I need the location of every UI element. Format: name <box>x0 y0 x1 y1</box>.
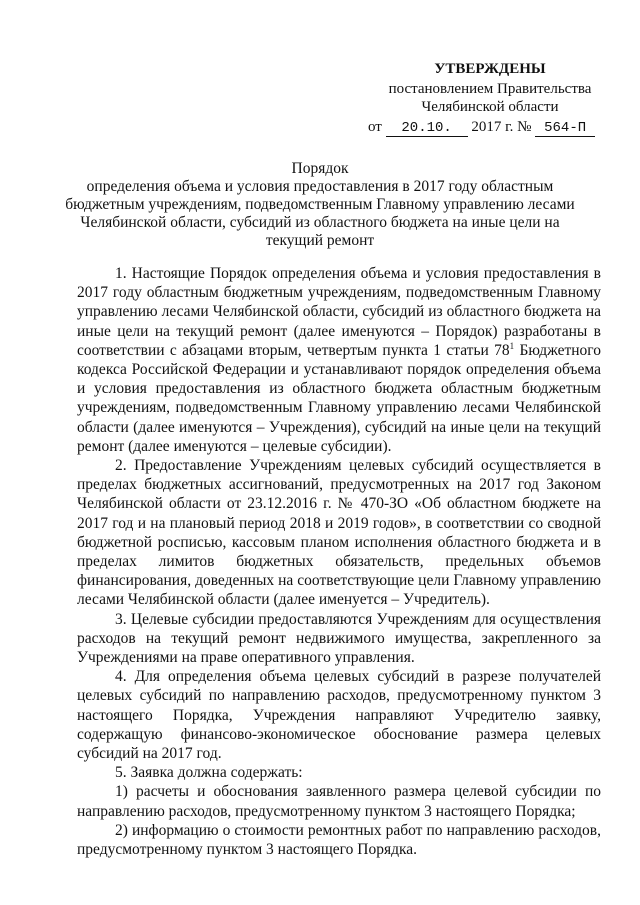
paragraph-5-item-2: 2) информацию о стоимости ремонтных работ по направлению расходов, предусмотренному пунктом 3 настоящего Порядка. <box>77 821 601 859</box>
number-sign: № <box>517 119 532 135</box>
paragraph-1 <box>77 264 601 456</box>
paragraph-4: 4. Для определения объема целевых субсидий в разрезе получателей целевых субсидий по направлению расходов, предусмотренному пунктом 3 настоящего Порядка, Учреждения направляют Учредителю заявку, содержащую финансово-экономическое обоснование размера целевых субсидий на 2017 год. <box>77 668 601 763</box>
document-body <box>77 264 601 859</box>
paragraph-5: 5. Заявка должна содержать: <box>115 764 303 782</box>
approval-decree-line: постановлением Правительства <box>388 81 592 97</box>
paragraph-1-start: 1. Настоящие Порядок определения объема и условия предоставления в 2017 году областным бюджетным учреждениям, подведомственным Главному управлению лесами Челябинской области, субсидий из областного бюджета на иные цели на текущий ремонт (далее именуются – Порядок) разработаны в соответствии с абзацами вторым, четвертым пункта 1 статьи 78 <box>77 265 601 359</box>
decree-year: 2017 г. <box>471 119 514 135</box>
title-main: Порядок <box>291 160 349 177</box>
approval-block <box>360 60 620 137</box>
decree-date-field: 20.10. <box>386 120 468 137</box>
title-subtitle: определения объема и условия предоставления в 2017 году областным бюджетным учреждениям, подведомственным Главному управлению лесами Челябинской области, субсидий из областного бюджета на иные цели на текущий ремонт <box>65 178 575 249</box>
article-superscript: 1 <box>509 340 515 351</box>
document-title <box>60 160 580 250</box>
decree-number-field: 564-П <box>535 120 595 137</box>
paragraph-5-item-1: 1) расчеты и обоснования заявленного размера целевой субсидии по направлению расходов, предусмотренному пунктом 3 настоящего Порядка; <box>77 783 601 820</box>
paragraph-1-end: Бюджетного кодекса Российской Федерации и устанавливают порядок определения объема и условия предоставления из областного бюджета областным бюджетным учреждениям, подведомственным Главному управлению лесами Челябинской области (далее именуются – Учреждения), субсидий на иные цели на текущий ремонт (далее именуются – целевые субсидии). <box>77 341 602 455</box>
approval-date-line <box>360 118 620 137</box>
approval-region-line: Челябинской области <box>421 99 559 115</box>
paragraph-3: 3. Целевые субсидии предоставляются Учреждениям для осуществления расходов на текущий ремонт недвижимого имущества, закрепленного за Учреждениями на праве оперативного управления. <box>77 610 601 667</box>
date-prefix: от <box>368 119 382 135</box>
paragraph-2: 2. Предоставление Учреждениям целевых субсидий осуществляется в пределах бюджетных ассигнований, предусмотренных на 2017 год Законом Челябинской области от 23.12.2016 г. № 470-ЗО «Об областном бюджете на 2017 год и на плановый период 2018 и 2019 годов», в соответствии со сводной бюджетной росписью, кассовым планом исполнения областного бюджета и в пределах лимитов бюджетных обязательств, предельных объемов финансирования, доведенных на соответствующие цели Главному управлению лесами Челябинской области (далее именуется – Учредитель). <box>77 457 601 609</box>
approval-title: УТВЕРЖДЕНЫ <box>434 61 546 77</box>
